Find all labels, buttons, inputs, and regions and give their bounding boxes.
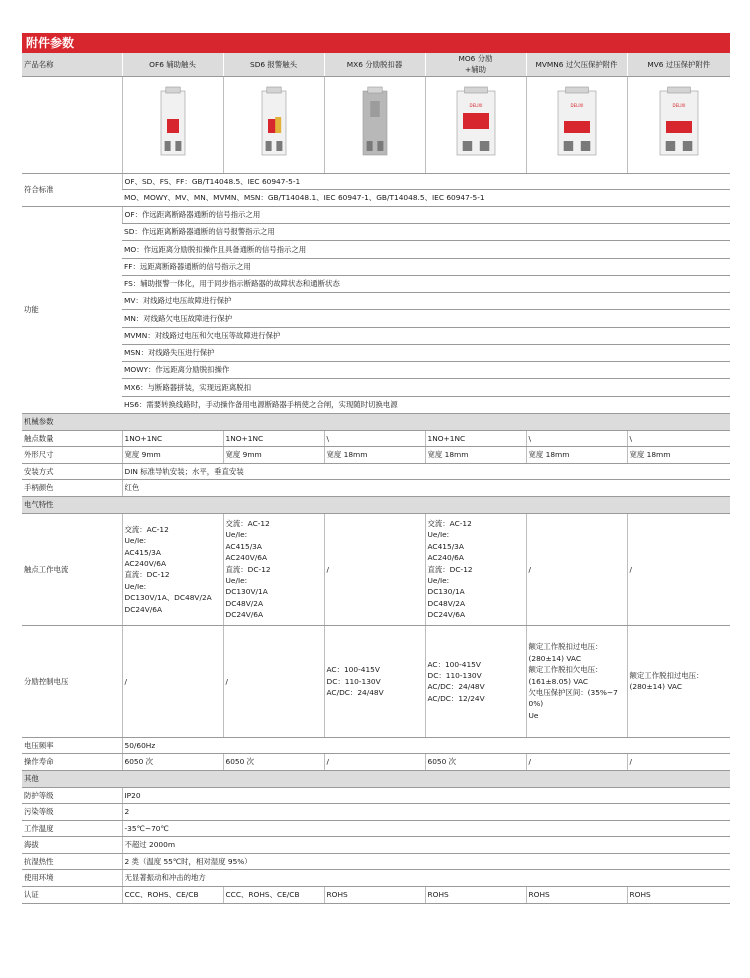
mech-row-0-cell-5: \ — [627, 430, 730, 447]
product-image-cell-3 — [425, 76, 526, 173]
function-line: HS6：需要转换线路时，手动操作备用电源断路器手柄使之合闸，实现随时切换电源 — [122, 396, 730, 413]
function-line: FS：辅助报警一体化，用于同步指示断路器的故障状态和通断状态 — [122, 275, 730, 292]
other-row-3-label: 海拔 — [22, 837, 122, 854]
mech-row-0 — [22, 430, 730, 447]
contact-current-cell-2 — [324, 513, 425, 625]
cell-line: AC240V/6A — [225, 553, 267, 563]
elec-row-1-label: 操作寿命 — [22, 754, 122, 771]
cell-line: 直流：DC-12 — [124, 570, 170, 580]
cell-line: AC/DC：12/24V — [427, 693, 485, 703]
elec-row-1-cell-4: / — [526, 754, 627, 771]
shunt-voltage-cell-5 — [627, 625, 730, 737]
cell-line: DC24V/6A — [225, 610, 264, 620]
cell-line: AC415/3A — [225, 541, 262, 551]
cell-line: Ue — [528, 710, 539, 720]
other-row-1-value: 2 — [122, 804, 730, 821]
cert-row-cell-5: ROHS — [627, 886, 730, 903]
cell-line: DC：110-130V — [427, 670, 482, 680]
product-image-cell-5 — [627, 76, 730, 173]
cell-line: Ue/Ie: — [427, 530, 450, 540]
elec-row-0-label: 电压频率 — [22, 737, 122, 754]
cell-line: 额定工作脱扣欠电压： — [528, 665, 603, 675]
cell-line: 交流：AC-12 — [225, 518, 270, 528]
product-image-3 — [453, 83, 499, 163]
function-line: OF：作远距离断路器通断的信号指示之用 — [122, 206, 730, 223]
cert-row-cell-0: CCC、ROHS、CE/CB — [122, 886, 223, 903]
contact-current-cell-4 — [526, 513, 627, 625]
mech-section-title: 机械参数 — [22, 413, 730, 430]
cell-line: DC24V/6A — [124, 604, 163, 614]
product-name-1: SD6 报警触头 — [223, 53, 324, 76]
function-line: SD：作远距离断路器通断的信号报警指示之用 — [122, 224, 730, 241]
cert-row-cell-1: CCC、ROHS、CE/CB — [223, 886, 324, 903]
other-row-0-label: 防护等级 — [22, 787, 122, 804]
other-row-4-label: 抗湿热性 — [22, 853, 122, 870]
function-row-9 — [22, 362, 730, 379]
other-row-0 — [22, 787, 730, 804]
elec-row-1-cell-5: / — [627, 754, 730, 771]
shunt-voltage-cell-0 — [122, 625, 223, 737]
cell-line: (280±14) VAC — [528, 653, 581, 663]
elec-row-1 — [22, 754, 730, 771]
compliance-line: MO、MOWY、MV、MN、MVMN、MSN：GB/T14048.1、IEC 60947-1、GB/T14048.5、IEC 60947-5-1 — [122, 190, 730, 207]
function-line: MX6：与断路器拼装，实现远距离脱扣 — [122, 379, 730, 396]
mech-row-0-cell-1: 1NO+1NC — [223, 430, 324, 447]
cert-row-cell-2: ROHS — [324, 886, 425, 903]
mech-row-2 — [22, 463, 730, 480]
shunt-voltage-cell-1 — [223, 625, 324, 737]
function-label: 功能 — [22, 206, 122, 413]
cell-line: 交流：AC-12 — [124, 524, 169, 534]
function-row-0 — [22, 206, 730, 223]
spec-table — [22, 53, 730, 904]
mech-row-1 — [22, 447, 730, 464]
product-name-4: MVMN6 过欠压保护附件 — [526, 53, 627, 76]
product-logo-text: DELIXI — [469, 103, 482, 109]
other-row-2-value: -35℃~70℃ — [122, 820, 730, 837]
function-row-4 — [22, 275, 730, 292]
spec-page — [22, 33, 730, 904]
compliance-row-1 — [22, 190, 730, 207]
mech-row-2-label: 安装方式 — [22, 463, 122, 480]
other-row-0-value: IP20 — [122, 787, 730, 804]
function-row-1 — [22, 224, 730, 241]
cell-line: 直流：DC-12 — [427, 564, 473, 574]
product-image-4 — [554, 83, 600, 163]
other-row-4-value: 2 类（温度 55℃时，相对湿度 95%） — [122, 853, 730, 870]
contact-current-cell-1 — [223, 513, 324, 625]
mech-row-1-label: 外形尺寸 — [22, 447, 122, 464]
cell-line: 交流：AC-12 — [427, 518, 472, 528]
cell-line: 额定工作脱扣过电压： — [528, 642, 603, 652]
mech-row-1-cell-5: 宽度 18mm — [627, 447, 730, 464]
product-image-cell-2 — [324, 76, 425, 173]
cell-line: Ue/Ie: — [225, 576, 248, 586]
function-line: MV：对线路过电压故障进行保护 — [122, 293, 730, 310]
compliance-row-0 — [22, 173, 730, 190]
contact-current-row — [22, 513, 730, 625]
contact-current-label: 触点工作电流 — [22, 513, 122, 625]
cell-line: / — [124, 676, 127, 686]
other-row-5-label: 使用环境 — [22, 870, 122, 887]
elec-row-1-cell-1: 6050 次 — [223, 754, 324, 771]
mech-row-1-cell-1: 宽度 9mm — [223, 447, 324, 464]
header-row — [22, 53, 730, 76]
shunt-voltage-cell-3 — [425, 625, 526, 737]
cell-line: AC：100-415V — [326, 665, 380, 675]
cell-line: Ue/Ie: — [124, 581, 147, 591]
function-row-7 — [22, 327, 730, 344]
other-row-2-label: 工作温度 — [22, 820, 122, 837]
contact-current-cell-5 — [627, 513, 730, 625]
mech-row-0-cell-2: \ — [324, 430, 425, 447]
product-image-cell-0 — [122, 76, 223, 173]
cell-line: 直流：DC-12 — [225, 564, 271, 574]
function-row-10 — [22, 379, 730, 396]
cert-row-label: 认证 — [22, 886, 122, 903]
other-section — [22, 770, 730, 787]
product-logo-text: DELIXI — [570, 103, 583, 109]
cell-line: DC：110-130V — [326, 676, 381, 686]
header-label: 产品名称 — [22, 53, 122, 76]
function-line: MVMN：对线路过电压和欠电压等故障进行保护 — [122, 327, 730, 344]
mech-row-0-label: 触点数量 — [22, 430, 122, 447]
other-row-3-value: 不超过 2000m — [122, 837, 730, 854]
function-line: MSN：对线路失压进行保护 — [122, 344, 730, 361]
mech-row-3-value: 红色 — [122, 480, 730, 497]
product-image-0 — [157, 83, 189, 163]
other-row-1 — [22, 804, 730, 821]
product-name-3: MO6 分励 +辅助 — [425, 53, 526, 76]
product-logo-text: DELIXI — [672, 103, 686, 109]
function-line: FF：远距离断路器通断的信号指示之用 — [122, 258, 730, 275]
cell-line: Ue/Ie: — [225, 530, 248, 540]
function-line: MO：作远距离分励脱扣操作且具备通断的信号指示之用 — [122, 241, 730, 258]
cell-line: AC415/3A — [124, 547, 161, 557]
other-row-3 — [22, 837, 730, 854]
other-section-title: 其他 — [22, 770, 730, 787]
cell-line: Ue/Ie: — [124, 536, 147, 546]
product-name-0: OF6 辅助触头 — [122, 53, 223, 76]
cell-line: DC48V/2A — [427, 598, 466, 608]
section-title: 附件参数 — [22, 33, 730, 53]
product-name-5: MV6 过压保护附件 — [627, 53, 730, 76]
product-name-2: MX6 分励脱扣器 — [324, 53, 425, 76]
contact-current-cell-3 — [425, 513, 526, 625]
function-row-5 — [22, 293, 730, 310]
cell-line: 欠电压保护区间：(35%~70%) — [528, 688, 618, 709]
mech-section — [22, 413, 730, 430]
cell-line: DC130/1A — [427, 587, 465, 597]
function-line: MN：对线路欠电压故障进行保护 — [122, 310, 730, 327]
product-image-5 — [656, 83, 702, 163]
mech-row-0-cell-0: 1NO+1NC — [122, 430, 223, 447]
cell-line: AC/DC：24/48V — [427, 682, 485, 692]
mech-row-3-label: 手柄颜色 — [22, 480, 122, 497]
shunt-voltage-row — [22, 625, 730, 737]
mech-row-2-value: DIN 标准导轨安装；水平，垂直安装 — [122, 463, 730, 480]
product-image-1 — [258, 83, 290, 163]
elec-row-0 — [22, 737, 730, 754]
product-image-2 — [359, 83, 391, 163]
cell-line: / — [225, 676, 228, 686]
elec-row-1-cell-2: / — [324, 754, 425, 771]
function-row-6 — [22, 310, 730, 327]
other-row-4 — [22, 853, 730, 870]
cert-row-cell-3: ROHS — [425, 886, 526, 903]
other-row-2 — [22, 820, 730, 837]
compliance-line: OF、SD、FS、FF：GB/T14048.5、IEC 60947-5-1 — [122, 173, 730, 190]
elec-row-1-cell-0: 6050 次 — [122, 754, 223, 771]
mech-row-0-cell-3: 1NO+1NC — [425, 430, 526, 447]
product-image-row — [22, 76, 730, 173]
other-row-5-value: 无显著振动和冲击的地方 — [122, 870, 730, 887]
cell-line: DC130V/1A、DC48V/2A — [124, 593, 212, 603]
image-row-label — [22, 76, 122, 173]
mech-row-1-cell-2: 宽度 18mm — [324, 447, 425, 464]
shunt-voltage-label: 分励控制电压 — [22, 625, 122, 737]
cell-line: / — [629, 564, 632, 574]
elec-section-title: 电气特性 — [22, 496, 730, 513]
other-row-1-label: 污染等级 — [22, 804, 122, 821]
mech-row-0-cell-4: \ — [526, 430, 627, 447]
mech-row-3 — [22, 480, 730, 497]
cell-line: DC130V/1A — [225, 587, 268, 597]
other-row-5 — [22, 870, 730, 887]
cell-line: AC：100-415V — [427, 659, 481, 669]
cell-line: 额定工作脱扣过电压： — [629, 670, 704, 680]
cell-line: AC240V/6A — [124, 558, 166, 568]
cell-line: / — [528, 564, 531, 574]
mech-row-1-cell-0: 宽度 9mm — [122, 447, 223, 464]
function-row-3 — [22, 258, 730, 275]
cell-line: (161±8.05) VAC — [528, 676, 589, 686]
function-line: MOWY：作远距离分励脱扣操作 — [122, 362, 730, 379]
compliance-label: 符合标准 — [22, 173, 122, 206]
elec-section — [22, 496, 730, 513]
elec-row-1-cell-3: 6050 次 — [425, 754, 526, 771]
cell-line: (280±14) VAC — [629, 682, 682, 692]
contact-current-cell-0 — [122, 513, 223, 625]
cell-line: AC/DC：24/48V — [326, 688, 384, 698]
function-row-2 — [22, 241, 730, 258]
product-image-cell-1 — [223, 76, 324, 173]
cell-line: / — [326, 564, 329, 574]
elec-row-0-value: 50/60Hz — [122, 737, 730, 754]
cell-line: DC24V/6A — [427, 610, 466, 620]
function-row-11 — [22, 396, 730, 413]
product-image-cell-4 — [526, 76, 627, 173]
cert-row-cell-4: ROHS — [526, 886, 627, 903]
cell-line: AC240/6A — [427, 553, 464, 563]
cert-row — [22, 886, 730, 903]
mech-row-1-cell-4: 宽度 18mm — [526, 447, 627, 464]
function-row-8 — [22, 344, 730, 361]
shunt-voltage-cell-2 — [324, 625, 425, 737]
mech-row-1-cell-3: 宽度 18mm — [425, 447, 526, 464]
cell-line: DC48V/2A — [225, 598, 264, 608]
cell-line: Ue/Ie: — [427, 576, 450, 586]
shunt-voltage-cell-4 — [526, 625, 627, 737]
cell-line: AC415/3A — [427, 541, 464, 551]
